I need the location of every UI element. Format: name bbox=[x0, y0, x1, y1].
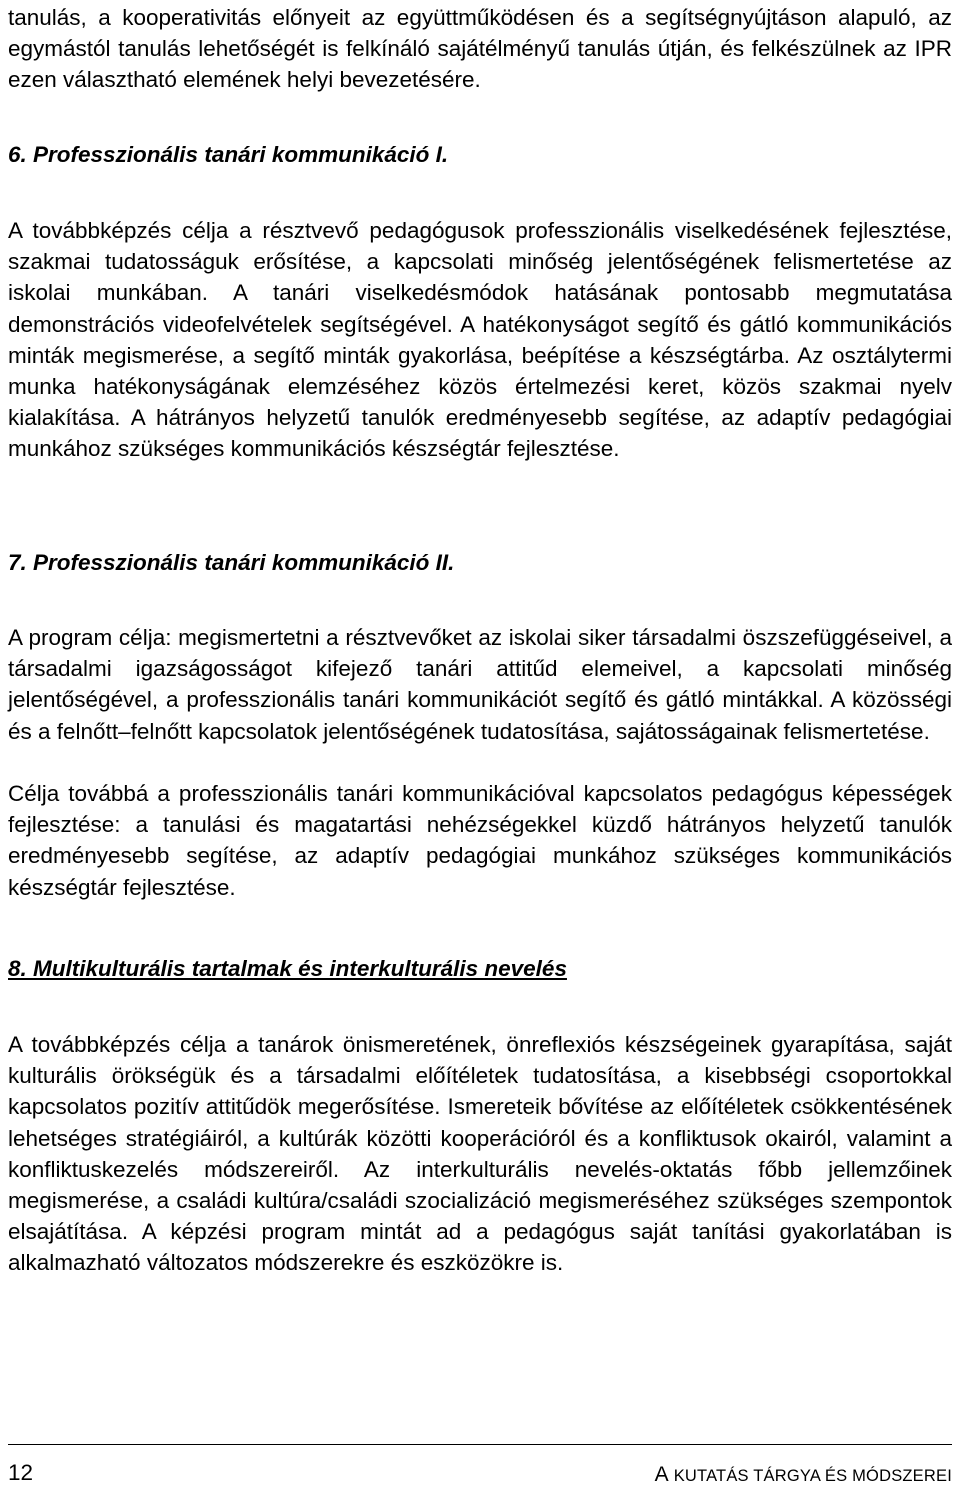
running-title bbox=[655, 1462, 952, 1489]
footer-divider bbox=[8, 1444, 952, 1445]
running-title-first: A bbox=[654, 1463, 674, 1486]
section-7-heading: 7. Professzionális tanári kommunikáció II. bbox=[8, 550, 455, 575]
page-number: 12 bbox=[8, 1460, 34, 1485]
section-8-heading: 8. Multikulturális tartalmak és interkulturális nevelés bbox=[8, 956, 567, 981]
running-title-rest: KUTATÁS TÁRGYA ÉS MÓDSZEREI bbox=[673, 1467, 952, 1485]
section-6-paragraph: A továbbképzés célja a résztvevő pedagógusok professzionális viselkedésének fejlesztése, szakmai tudatosságuk erősítése, a kapcsolati minőség jelentőségének felismertetése az iskolai munkában. A tanári viselkedésmódok hatásának pontosabb megmutatása demonstrációs videofelvételek segítségével. A hatékonyságot segítő és gátló kommunikációs minták megismerése, a segítő minták gyakorlása, beépítése a készségtárba. Az osztálytermi munka hatékonyságának elemzéséhez közös értelmezési keret, közös szakmai nyelv kialakítása. A hátrányos helyzetű tanulók eredményesebb segítése, az adaptív pedagógiai munkához szükséges kommunikációs készségtár fejlesztése. bbox=[8, 218, 952, 462]
section-8-paragraph: A továbbképzés célja a tanárok önismeretének, önreflexiós készségeinek gyarapítása, saját kulturális örökségük és a társadalmi előítéletek tudatosítása, a kisebbségi csoportokkal kapcsolatos pozitív attitűdök megerősítése. Ismereteik bővítése az előítéletek csökkentésének lehetséges stratégiáiról, a kultúrák közötti kooperációról és a konfliktusok okairól, valamint a konfliktuskezelés módszereiről. Az interkulturális nevelés-oktatás főbb jellemzőinek megismerése, a családi kultúra/családi szocializáció megismeréséhez szükséges szempontok elsajátítása. A képzési program mintát ad a pedagógus saját tanítási gyakorlatában is alkalmazható változatos módszerekre és eszközökre is. bbox=[8, 1032, 952, 1276]
intro-paragraph: tanulás, a kooperativitás előnyeit az együttműködésen és a segítségnyújtáson alapuló, az egymástól tanulás lehetőségét is felkínáló sajátélményű tanulás útján, és felkészülnek az IPR ezen választható elemének helyi bevezetésére. bbox=[8, 5, 952, 93]
section-7-paragraph-1: A program célja: megismertetni a résztvevőket az iskolai siker társadalmi öszszefüggéseivel, a társadalmi igazságosságot kifejező tanári attitűd elemeivel, a kapcsolati minőség jelentőségével, a professzionális tanári kommunikációt segítő és gátló mintákkal. A közösségi és a felnőtt–felnőtt kapcsolatok jelentőségének tudatosítása, sajátosságainak felismertetése. bbox=[8, 625, 952, 744]
section-6-heading: 6. Professzionális tanári kommunikáció I. bbox=[8, 142, 449, 167]
section-7-paragraph-2: Célja továbbá a professzionális tanári kommunikációval kapcsolatos pedagógus képességek fejlesztése: a tanulási és magatartási nehézségekkel küzdő hátrányos helyzetű tanulók eredményesebb segítése, az adaptív pedagógiai munkához szükséges kommunikációs készségtár fejlesztése. bbox=[8, 781, 952, 900]
